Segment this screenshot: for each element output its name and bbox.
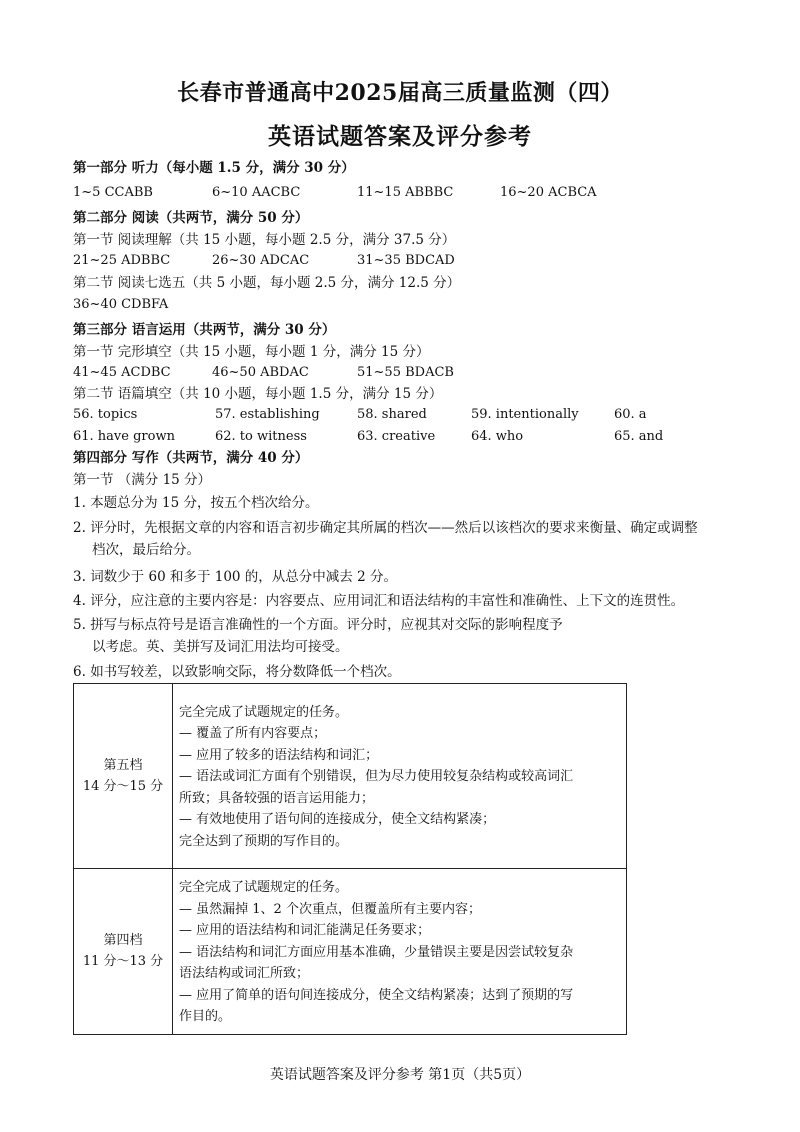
part2-section2-heading: 第二节 阅读七选五（共 5 小题，每小题 2.5 分，满分 12.5 分） <box>73 275 461 291</box>
answer-group: 6~10 AACBC <box>212 185 301 200</box>
fill-answer: 58. shared <box>357 407 427 422</box>
grade-range: 14 分～15 分 <box>82 779 164 794</box>
grade-description: 完全完成了试题规定的任务。 — 覆盖了所有内容要点； — 应用了较多的语法结构和词汇； — 语法或词汇方面有个别错误，但为尽力使用较复杂结构或较高词汇 所致；具备较强的语言运用能力； — 有效地使用了语句间的连接成分，使全文结构紧凑； 完全达到了预期的写作目的。 <box>173 684 627 869</box>
document-title: 长春市普通高中2025届高三质量监测（四） <box>177 80 623 106</box>
part2-section1-heading: 第一节 阅读理解（共 15 小题，每小题 2.5 分，满分 37.5 分） <box>73 232 456 248</box>
scoring-rule: 1. 本题总分为 15 分，按五个档次给分。 <box>73 495 319 511</box>
part1-heading: 第一部分 听力（每小题 1.5 分，满分 30 分） <box>73 160 355 176</box>
answer-group: 41~45 ACDBC <box>73 365 171 380</box>
grade-range: 11 分～13 分 <box>82 954 164 970</box>
fill-answer: 65. and <box>614 429 664 444</box>
fill-answer: 64. who <box>471 429 524 444</box>
fill-answer: 57. establishing <box>215 407 320 422</box>
answer-group: 26~30 ADCAC <box>212 253 310 268</box>
grading-table <box>73 683 627 1035</box>
fill-answer: 59. intentionally <box>471 407 579 422</box>
grade-level-cell <box>74 869 173 1035</box>
grade-level: 第四档 <box>103 932 143 948</box>
part4-section1-heading: 第一节 （满分 15 分） <box>73 472 212 488</box>
part4-heading: 第四部分 写作（共两节，满分 40 分） <box>73 450 309 466</box>
part3-heading: 第三部分 语言运用（共两节，满分 30 分） <box>73 322 336 338</box>
scoring-rule: 2. 评分时，先根据文章的内容和语言初步确定其所属的档次——然后以该档次的要求来衡量、确定或调整 档次，最后给分。 <box>73 520 698 558</box>
answer-group: 16~20 ACBCA <box>500 185 597 200</box>
fill-answer: 63. creative <box>357 429 436 444</box>
page-footer: 英语试题答案及评分参考 第1页（共5页） <box>269 1067 531 1083</box>
answer-group: 36~40 CDBFA <box>73 297 169 312</box>
scoring-rule: 5. 拼写与标点符号是语言准确性的一个方面。评分时，应视其对交际的影响程度予 以考虑。英、美拼写及词汇用法均可接受。 <box>73 617 563 655</box>
answer-group: 21~25 ADBBC <box>73 253 171 268</box>
answer-group: 11~15 ABBBC <box>357 185 454 200</box>
answer-group: 46~50 ABDAC <box>212 365 309 380</box>
fill-answer: 62. to witness <box>215 429 307 444</box>
scoring-rule: 4. 评分，应注意的主要内容是：内容要点、应用词汇和语法结构的丰富性和准确性、上下文的连贯性。 <box>73 593 685 609</box>
part3-section1-heading: 第一节 完形填空（共 15 小题，每小题 1 分，满分 15 分） <box>73 344 430 360</box>
answer-group: 51~55 BDACB <box>357 365 454 380</box>
answer-group: 1~5 CCABB <box>73 185 153 200</box>
grade-level: 第五档 <box>103 757 143 773</box>
grade-level-cell <box>74 684 173 869</box>
fill-answer: 61. have grown <box>73 429 175 444</box>
scoring-rule: 3. 词数少于 60 和多于 100 的，从总分中减去 2 分。 <box>73 569 397 585</box>
scoring-rule: 6. 如书写较差，以致影响交际，将分数降低一个档次。 <box>73 664 401 680</box>
answer-group: 31~35 BDCAD <box>357 253 455 268</box>
fill-answer: 56. topics <box>73 407 138 422</box>
grade-row <box>74 869 627 1035</box>
grade-row <box>74 684 627 869</box>
part2-heading: 第二部分 阅读（共两节，满分 50 分） <box>73 210 309 226</box>
grade-description: 完全完成了试题规定的任务。 — 虽然漏掉 1、2 个次重点，但覆盖所有主要内容； — 应用的语法结构和词汇能满足任务要求； — 语法结构和词汇方面应用基本准确，少量错误主要是因尝试较复杂 语法结构或词汇所致； — 应用了简单的语句间连接成分，使全文结构紧凑；达到了预期的写 作目的。 <box>173 869 627 1035</box>
fill-answer: 60. a <box>614 407 647 422</box>
part3-section2-heading: 第二节 语篇填空（共 10 小题，每小题 1.5 分，满分 15 分） <box>73 386 443 402</box>
document-subtitle: 英语试题答案及评分参考 <box>268 123 532 150</box>
